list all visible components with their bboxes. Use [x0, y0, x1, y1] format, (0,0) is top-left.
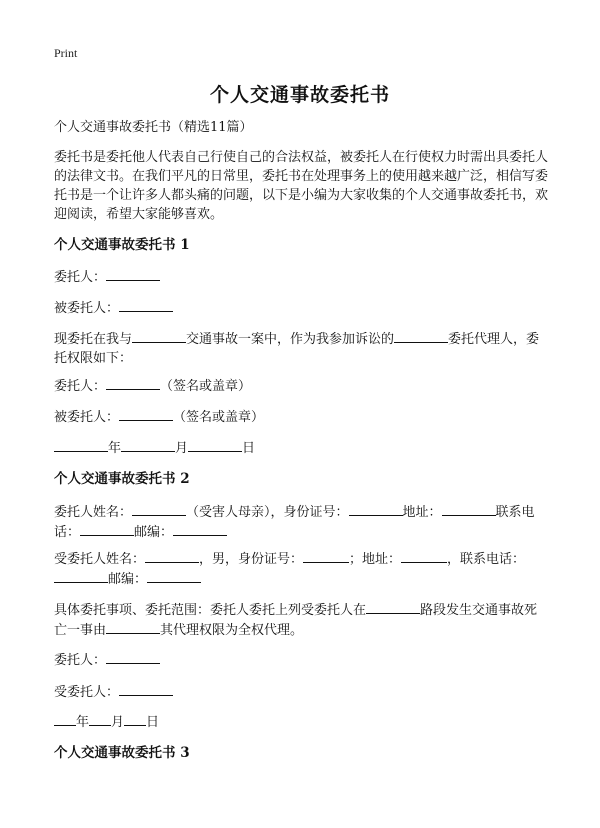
blank-field [119, 682, 173, 696]
section-1-heading: 个人交通事故委托书 1 [54, 237, 190, 253]
s1-body-1: 现委托在我与 [54, 332, 133, 347]
year-label: 年 [108, 441, 122, 456]
blank-field [349, 502, 403, 516]
blank-field [303, 549, 349, 563]
s2-agent-paragraph [54, 549, 549, 589]
blank-field [119, 298, 173, 312]
s2-agent-label: 受委托人： [54, 685, 120, 700]
s2-p2-d: ，联系电话： [447, 552, 526, 567]
s1-agent-label: 被委托人： [54, 301, 120, 316]
page-title: 个人交通事故委托书 [209, 84, 390, 106]
day-label: 日 [146, 715, 160, 730]
blank-field [54, 569, 108, 583]
subtitle: 个人交通事故委托书（精选11篇） [54, 120, 253, 135]
blank-field [106, 267, 160, 281]
s2-p3-c: 其代理权限为全权代理。 [160, 623, 304, 638]
blank-field [442, 502, 496, 516]
s2-p3-a: 具体委托事项、委托范围：委托人委托上列受委托人在 [54, 603, 367, 618]
blank-field [132, 329, 186, 343]
blank-field [366, 600, 420, 614]
blank-field [54, 438, 108, 452]
s2-p1-c: 地址： [402, 505, 442, 520]
s1-principal-label: 委托人： [54, 270, 107, 285]
day-label: 日 [242, 441, 256, 456]
s2-p1-e: 邮编： [134, 525, 174, 540]
blank-field [173, 522, 227, 536]
s2-p1-d: 联系电话： [54, 505, 535, 540]
section-2-heading: 个人交通事故委托书 2 [54, 471, 190, 487]
s1-agent-sign-label: 被委托人： [54, 410, 120, 425]
blank-field [401, 549, 447, 563]
blank-field [147, 569, 201, 583]
s2-p2-a: 受委托人姓名： [54, 552, 146, 567]
month-label: 月 [175, 441, 189, 456]
s1-principal-sign-line [54, 376, 549, 396]
sign-note: （签名或盖章） [173, 410, 265, 425]
blank-field [119, 407, 173, 421]
blank-field [106, 620, 160, 634]
blank-field [80, 522, 134, 536]
s2-p3-b: 路段发生交通事故死亡一事由 [54, 603, 538, 638]
s1-body-3: 委托代理人，委托权限如下： [54, 332, 540, 366]
s2-principal-label: 委托人： [54, 653, 107, 668]
blank-field [188, 438, 242, 452]
s2-p1-b: （受害人母亲），身份证号： [186, 505, 349, 520]
intro-paragraph: 委托书是委托他人代表自己行使自己的合法权益，被委托人在行使权力时需出具委托人的法律文书。在我们平凡的日常里，委托书在处理事务上的使用越来越广泛，相信写委托书是一个让许多人都头痛的问题，以下是小编为大家收集的个人交通事故委托书，欢迎阅读，希望大家能够喜欢。 [54, 150, 549, 222]
s2-p2-b: ，男，身份证号： [199, 552, 304, 567]
s1-agent-line [54, 298, 549, 318]
s1-principal-sign-label: 委托人： [54, 379, 107, 394]
print-link[interactable]: Print [54, 46, 78, 60]
s1-body-2: 交通事故一案中，作为我参加诉讼的 [186, 332, 395, 347]
blank-field [145, 549, 199, 563]
s2-agent-line [54, 682, 549, 702]
s2-principal-line [54, 650, 549, 670]
section-3-heading: 个人交通事故委托书 3 [54, 745, 190, 761]
s2-scope-paragraph [54, 600, 549, 640]
blank-field [106, 650, 160, 664]
s1-principal-line [54, 267, 549, 287]
s1-date-line [54, 438, 549, 458]
year-label: 年 [76, 715, 90, 730]
blank-field [89, 712, 111, 726]
blank-field [54, 712, 76, 726]
blank-field [124, 712, 146, 726]
blank-field [132, 502, 186, 516]
month-label: 月 [111, 715, 125, 730]
blank-field [106, 376, 160, 390]
blank-field [121, 438, 175, 452]
s2-date-line [54, 712, 549, 732]
s2-p2-c: ；地址： [349, 552, 402, 567]
s2-principal-paragraph [54, 502, 549, 542]
s2-p2-e: 邮编： [108, 572, 148, 587]
s1-body-paragraph [54, 329, 549, 368]
blank-field [394, 329, 448, 343]
s1-agent-sign-line [54, 407, 549, 427]
s2-p1-a: 委托人姓名： [54, 505, 133, 520]
sign-note: （签名或盖章） [160, 379, 252, 394]
